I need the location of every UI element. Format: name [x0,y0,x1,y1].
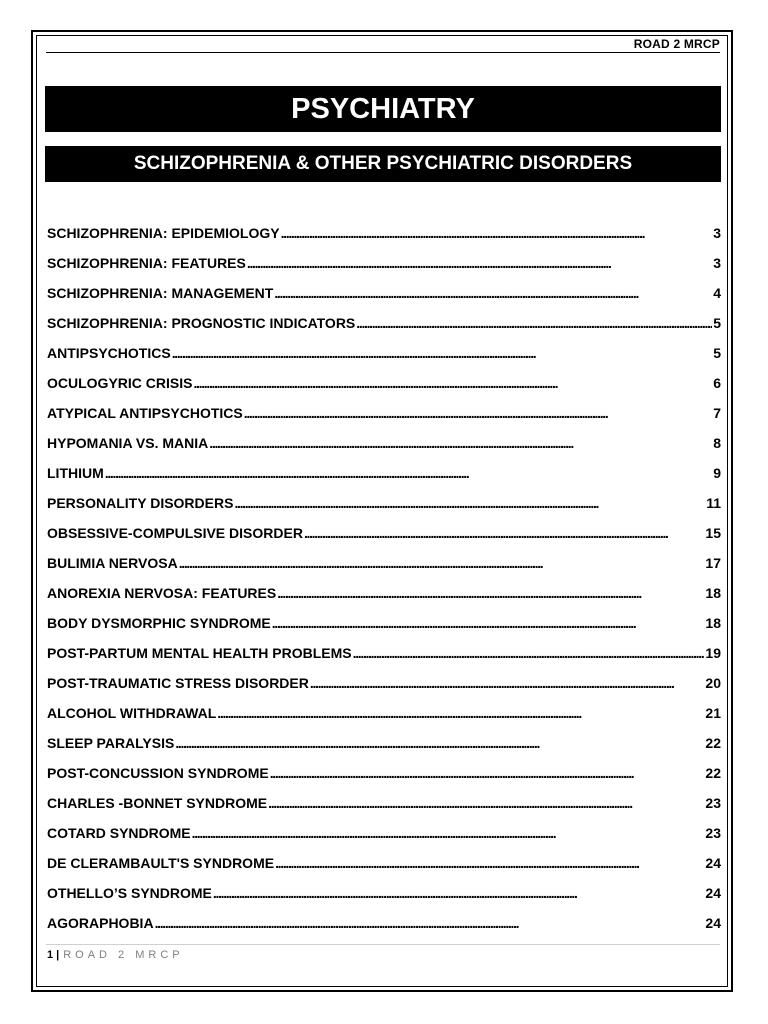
toc-entry[interactable] [47,342,721,372]
toc-entry-label: PERSONALITY DISORDERS [47,495,234,511]
toc-entry-label: SCHIZOPHRENIA: PROGNOSTIC INDICATORS [47,315,356,331]
toc-entry-label: COTARD SYNDROME [47,825,191,841]
toc-entry-label: OTHELLO’S SYNDROME [47,885,212,901]
running-header: ROAD 2 MRCP [46,37,720,53]
toc-entry[interactable] [47,582,721,612]
toc-entry[interactable] [47,312,721,342]
toc-leader-dots [213,882,705,904]
toc-entry[interactable] [47,402,721,432]
toc-leader-dots [155,912,705,934]
toc-entry-page: 22 [705,735,721,751]
toc-entry[interactable] [47,702,721,732]
toc-entry-page: 4 [713,285,721,301]
page-footer [47,948,184,962]
toc-entry-page: 5 [713,315,721,331]
toc-entry-page: 20 [705,675,721,691]
toc-entry[interactable] [47,882,721,912]
toc-entry-page: 24 [705,885,721,901]
toc-entry[interactable] [47,642,721,672]
toc-entry[interactable] [47,732,721,762]
toc-entry-label: SLEEP PARALYSIS [47,735,175,751]
toc-entry-page: 22 [705,765,721,781]
toc-entry[interactable] [47,552,721,582]
toc-entry-label: SCHIZOPHRENIA: MANAGEMENT [47,285,274,301]
toc-entry-page: 5 [713,345,721,361]
toc-entry-page: 3 [713,225,721,241]
toc-entry[interactable] [47,492,721,522]
toc-entry-page: 23 [705,825,721,841]
toc-leader-dots [310,672,705,694]
toc-entry-page: 9 [713,465,721,481]
toc-entry[interactable] [47,252,721,282]
toc-entry-label: ANTIPSYCHOTICS [47,345,171,361]
toc-leader-dots [209,432,712,454]
toc-entry-label: BODY DYSMORPHIC SYNDROME [47,615,271,631]
toc-entry-label: OBSESSIVE-COMPULSIVE DISORDER [47,525,303,541]
toc-entry[interactable] [47,792,721,822]
toc-leader-dots [193,372,712,394]
toc-entry[interactable] [47,522,721,552]
toc-leader-dots [247,252,712,274]
toc-entry-page: 24 [705,855,721,871]
toc-entry[interactable] [47,762,721,792]
toc-entry-page: 23 [705,795,721,811]
page-title: PSYCHIATRY [45,86,721,132]
toc-entry[interactable] [47,612,721,642]
toc-leader-dots [244,402,712,424]
toc-entry[interactable] [47,822,721,852]
toc-entry-page: 21 [705,705,721,721]
toc-entry-label: ATYPICAL ANTIPSYCHOTICS [47,405,243,421]
toc-entry-page: 8 [713,435,721,451]
toc-entry-label: ALCOHOL WITHDRAWAL [47,705,217,721]
footer-separator: | [56,949,60,961]
toc-entry-page: 19 [705,645,721,661]
toc-entry-label: HYPOMANIA VS. MANIA [47,435,209,451]
toc-entry-label: AGORAPHOBIA [47,915,154,931]
toc-entry-label: BULIMIA NERVOSA [47,555,178,571]
toc-entry-page: 18 [705,585,721,601]
footer-divider [46,944,720,945]
toc-entry-label: CHARLES -BONNET SYNDROME [47,795,268,811]
toc-entry-page: 11 [706,495,721,511]
toc-leader-dots [275,852,704,874]
footer-text: ROAD 2 MRCP [63,949,184,961]
toc-leader-dots [272,612,705,634]
toc-leader-dots [304,522,704,544]
toc-leader-dots [217,702,704,724]
toc-leader-dots [192,822,705,844]
toc-leader-dots [277,582,704,604]
toc-entry[interactable] [47,372,721,402]
toc-leader-dots [234,492,705,514]
toc-leader-dots [172,342,713,364]
toc-entry[interactable] [47,282,721,312]
toc-entry[interactable] [47,852,721,882]
toc-entry-page: 24 [705,915,721,931]
toc-leader-dots [268,792,704,814]
toc-leader-dots [270,762,705,784]
toc-entry-page: 15 [705,525,721,541]
toc-entry-label: OCULOGYRIC CRISIS [47,375,193,391]
toc-entry[interactable] [47,222,721,252]
toc-leader-dots [356,312,712,334]
toc-leader-dots [105,462,712,484]
toc-entry-label: DE CLERAMBAULT'S SYNDROME [47,855,275,871]
toc-leader-dots [353,642,705,664]
toc-leader-dots [175,732,704,754]
toc-entry-label: ANOREXIA NERVOSA: FEATURES [47,585,277,601]
toc-entry-page: 3 [713,255,721,271]
toc-leader-dots [179,552,705,574]
toc-leader-dots [274,282,712,304]
toc-entry-page: 18 [705,615,721,631]
toc-entry-page: 17 [705,555,721,571]
toc-entry[interactable] [47,912,721,942]
toc-entry[interactable] [47,672,721,702]
toc-entry-label: POST-TRAUMATIC STRESS DISORDER [47,675,309,691]
table-of-contents [47,222,721,942]
toc-entry-label: LITHIUM [47,465,104,481]
toc-entry-page: 6 [713,375,721,391]
toc-entry-label: SCHIZOPHRENIA: EPIDEMIOLOGY [47,225,280,241]
toc-entry-label: SCHIZOPHRENIA: FEATURES [47,255,246,271]
toc-entry[interactable] [47,462,721,492]
toc-leader-dots [281,222,713,244]
toc-entry-label: POST-CONCUSSION SYNDROME [47,765,269,781]
footer-page-number: 1 [47,949,54,961]
toc-entry-page: 7 [713,405,721,421]
page-subtitle: SCHIZOPHRENIA & OTHER PSYCHIATRIC DISORDERS [45,146,721,182]
toc-entry[interactable] [47,432,721,462]
toc-entry-label: POST-PARTUM MENTAL HEALTH PROBLEMS [47,645,352,661]
